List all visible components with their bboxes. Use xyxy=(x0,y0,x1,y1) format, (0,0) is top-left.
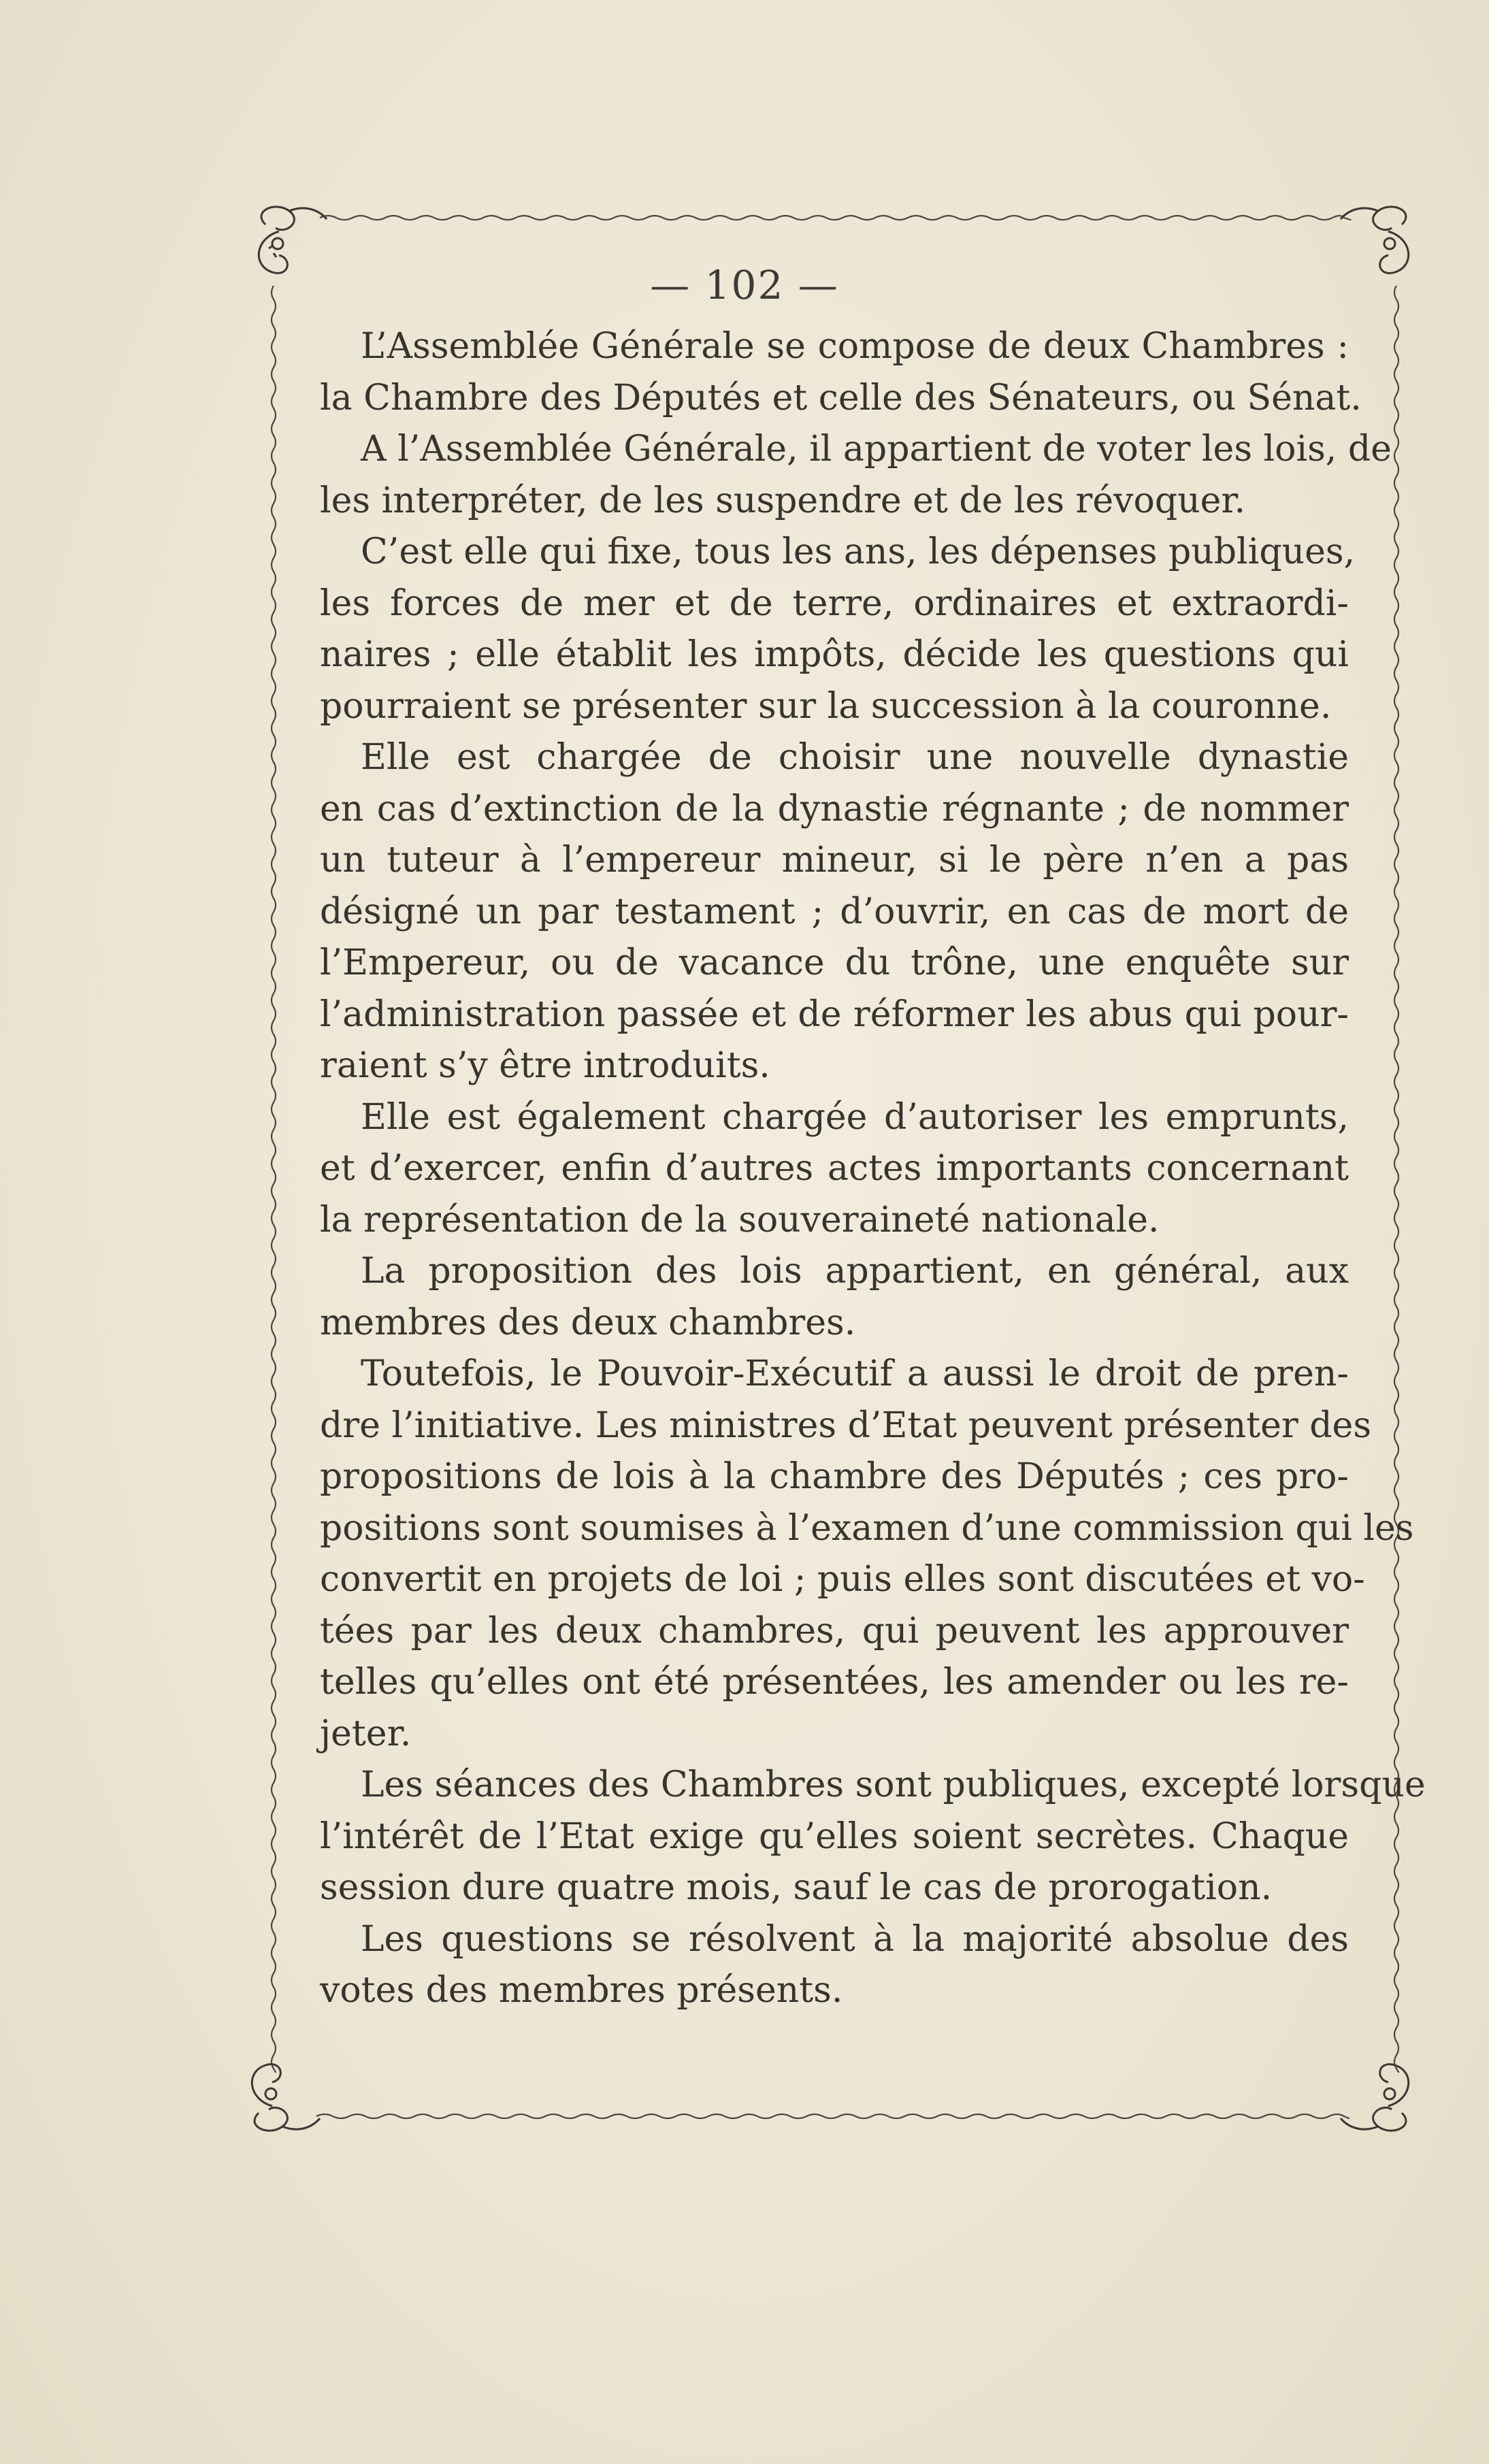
paragraph xyxy=(320,527,1356,732)
text-line: propositions de lois à la chambre des Députés ; ces pro- xyxy=(320,1456,1349,1497)
text-line: dre l’initiative. Les ministres d’Etat peuvent présenter des xyxy=(320,1405,1372,1446)
text-line: la Chambre des Députés et celle des Sénateurs, ou Sénat. xyxy=(320,377,1362,418)
paragraph xyxy=(320,1092,1349,1247)
text-line: Elle est également chargée d’autoriser les emprunts, xyxy=(361,1096,1349,1138)
text-line: positions sont soumises à l’examen d’une commission qui les xyxy=(320,1507,1414,1549)
text-line: session dure quatre mois, sauf le cas de prorogation. xyxy=(320,1867,1273,1908)
border-bottom-wave xyxy=(316,2114,1349,2118)
text-line: un tuteur à l’empereur mineur, si le père n’en a pas xyxy=(320,840,1349,881)
text-line: l’administration passée et de réformer les abus qui pour- xyxy=(320,993,1349,1035)
page-number: — 102 — xyxy=(650,262,839,308)
text-line: A l’Assemblée Générale, il appartient de voter les lois, de xyxy=(361,429,1392,470)
text-line: raient s’y être introduits. xyxy=(320,1045,770,1086)
text-line: jeter. xyxy=(320,1713,412,1754)
text-line: Les questions se résolvent à la majorité absolue des xyxy=(361,1918,1349,1960)
paragraph xyxy=(320,321,1362,424)
text-line: naires ; elle établit les impôts, décide les questions qui xyxy=(320,634,1349,675)
paragraph xyxy=(320,732,1349,1092)
body-text xyxy=(320,321,1426,2017)
text-line: L’Assemblée Générale se compose de deux Chambres : xyxy=(361,326,1349,367)
text-line: l’Empereur, ou de vacance du trône, une enquête sur xyxy=(320,942,1349,983)
text-line: tées par les deux chambres, qui peuvent les approuver xyxy=(320,1610,1349,1652)
text-line: telles qu’elles ont été présentées, les amender ou les re- xyxy=(320,1662,1349,1703)
text-line: votes des membres présents. xyxy=(320,1970,843,2011)
text-line: et d’exercer, enfin d’autres actes importants concernant xyxy=(320,1148,1349,1189)
text-line: membres des deux chambres. xyxy=(320,1302,856,1343)
text-line: La proposition des lois appartient, en général, aux xyxy=(361,1251,1349,1292)
text-line: les forces de mer et de terre, ordinaires et extraordi- xyxy=(320,582,1349,624)
text-line: Les séances des Chambres sont publiques, excepté lorsque xyxy=(361,1764,1426,1805)
border-top-wave xyxy=(320,216,1351,220)
text-line: Elle est chargée de choisir une nouvelle dynastie xyxy=(361,737,1349,778)
paragraph xyxy=(320,1760,1426,1914)
border-left-wave xyxy=(272,286,276,2072)
text-line: pourraient se présenter sur la succession à la couronne. xyxy=(320,685,1332,727)
paragraph xyxy=(320,1349,1414,1760)
text-line: Toutefois, le Pouvoir-Exécutif a aussi le droit de pren- xyxy=(361,1353,1349,1394)
text-line: l’intérêt de l’Etat exige qu’elles soient secrètes. Chaque xyxy=(320,1816,1349,1857)
paragraph xyxy=(320,1914,1349,2017)
text-line: en cas d’extinction de la dynastie régnante ; de nommer xyxy=(320,788,1349,829)
text-line: la représentation de la souveraineté nationale. xyxy=(320,1199,1160,1241)
text-line: C’est elle qui fixe, tous les ans, les dépenses publiques, xyxy=(361,531,1356,572)
corner-ornament-bottom-right xyxy=(1341,2065,1409,2131)
paragraph xyxy=(320,424,1392,527)
text-line: désigné un par testament ; d’ouvrir, en cas de mort de xyxy=(320,891,1349,932)
corner-ornament-bottom-left xyxy=(252,2065,320,2131)
text-line: les interpréter, de les suspendre et de les révoquer. xyxy=(320,480,1246,521)
paragraph xyxy=(320,1246,1349,1349)
text-line: convertit en projets de loi ; puis elles sont discutées et vo- xyxy=(320,1559,1365,1600)
